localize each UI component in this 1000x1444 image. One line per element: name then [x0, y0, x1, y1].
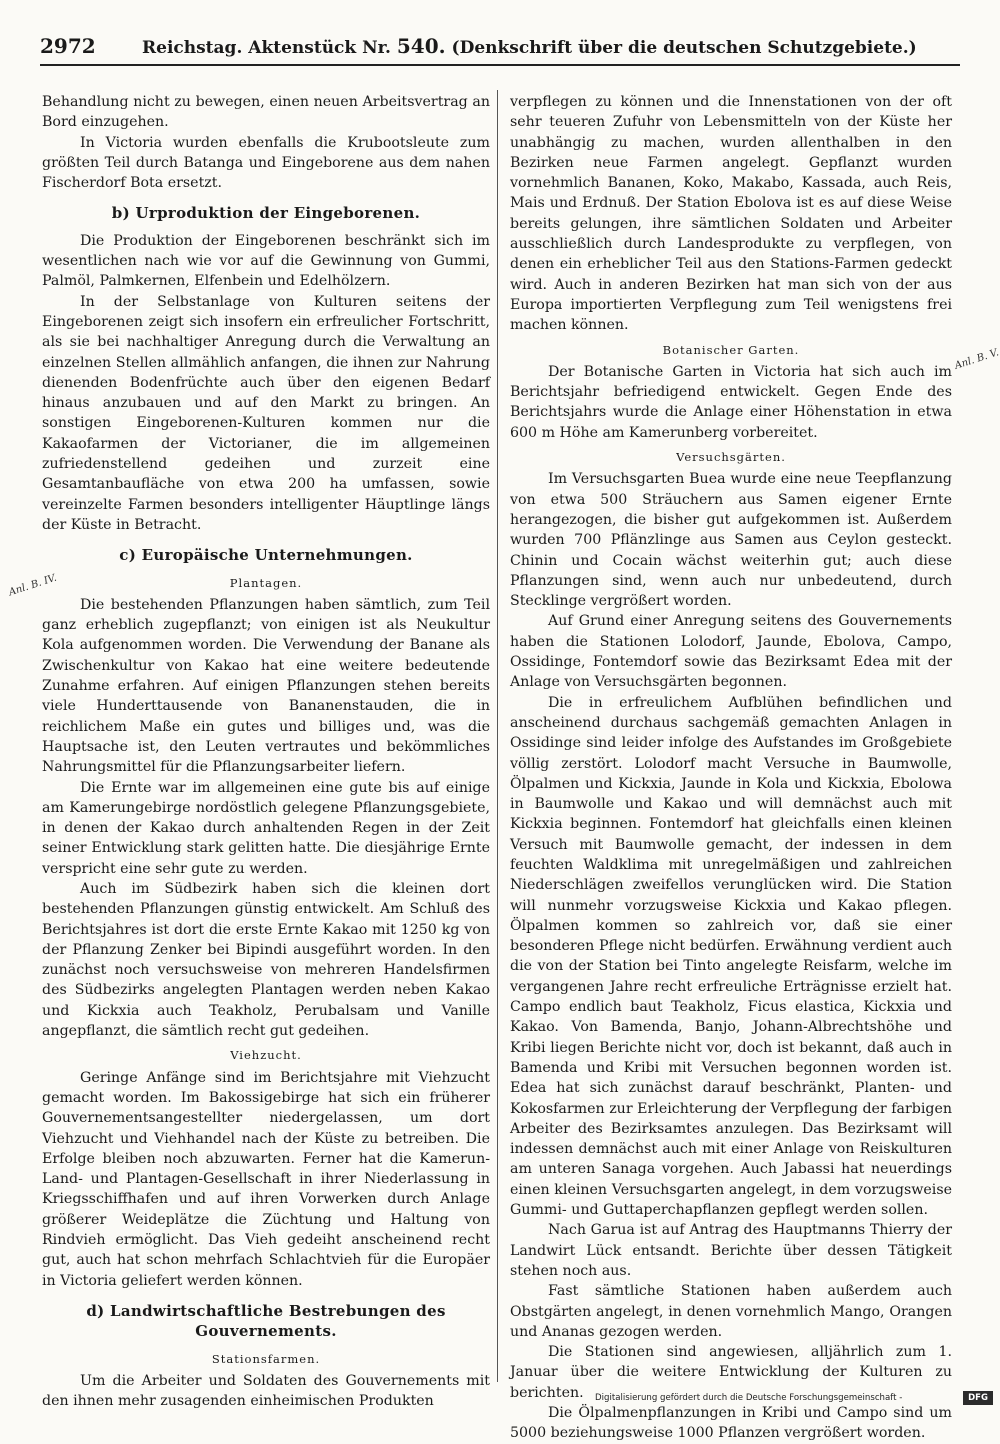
section-heading-b: b) Urproduktion der Eingeborenen. [111, 204, 421, 223]
paragraph: Auf Grund einer Anregung seitens des Gouvernements haben die Stationen Lolodorf, Jaunde, Ebolova, Campo, Ossidinge, Fontemdorf sowie das Bezirksamt Edea mit der Anlage von Versuchsgärten begonnen. [510, 613, 952, 691]
paragraph: Die Produktion der Eingeborenen beschränkt sich im wesentlichen nach wie vor auf die Gewinnung von Gummi, Palmöl, Palmkernen, Elfenbein und Edelhölzern. [42, 232, 490, 290]
paragraph: Die Stationen sind angewiesen, alljährlich zum 1. Januar über die weitere Entwicklung der Kulturen zu berichten. [510, 1344, 952, 1401]
subheading-versuchsgaerten: Versuchsgärten. [676, 450, 786, 465]
footer-credit: Digitalisierung gefördert durch die Deutsche Forschungsgemeinschaft - [595, 1393, 903, 1403]
subheading-plantagen: Plantagen. [229, 575, 303, 590]
subheading-viehzucht: Viehzucht. [230, 1048, 302, 1063]
paragraph: Im Versuchsgarten Buea wurde eine neue Teepflanzung von etwa 500 Sträuchern aus Samen eigener Ernte herangezogen, die bisher gut aufgekommen ist. Außerdem wurden 700 Pflänzlinge aus Samen aus Ceylon gesteckt. Chinin und Cocain wächst weiterhin gut; auch diese Pflanzungen sind, wenn auch nur unbedeutend, durch Stecklinge vergrößert worden. [510, 471, 952, 610]
title-prefix: Reichstag. Aktenstück Nr. [142, 38, 391, 58]
page-number: 2972 [40, 34, 96, 58]
paragraph: Die in erfreulichem Aufblühen befindlichen und anscheinend durchaus sachgemäß gemachten Anlagen in Ossidinge sind leider infolge des Aufstandes im Großgebiete völlig zerstört. Lolodorf macht Versuche in Baumwolle, Ölpalmen und Kickxia, Jaunde in Kola und Kickxia, Ebolowa in Baumwolle und Kakao und will demnächst auch mit Kickxia beginnen. Fontemdorf hat gleichfalls einen kleinen Versuch mit Baumwolle gemacht, der indessen in dem feuchten Waldklima mit unregelmäßigen und zahlreichen Niederschlägen zweifellos verunglücken wird. Die Station will nunmehr vorzugsweise Kickxia und Kakao pflegen. Ölpalmen kommen so zahlreich vor, daß sie einer besonderen Pflege nicht bedürfen. Erwähnung verdient auch die von der Station bei Tinto angelegte Reisfarm, welche im vergangenen Jahre recht erfreuliche Erträgnisse erzielt hat. Campo endlich baut Teakholz, Ficus elastica, Kickxia und Kakao. Von Bamenda, Banjo, Johann-Albrechtshöhe und Kribi liegen Berichte nicht vor, doch ist bekannt, daß auch in Bamenda und Kribi mit Versuchen begonnen worden ist. Edea hat sich zunächst darauf beschränkt, Planten- und Kokosfarmen zur Erleichterung der Verpflegung der farbigen Arbeiter des Bezirksamtes anzulegen. Das Bezirksamt will indessen demnächst auch mit einer Anlage von Reiskulturen am unteren Sanaga vorgehen. Auch Jabassi hat neuerdings einen kleinen Versuchsgarten angelegt, in dem vorzugsweise Gummi- und Guttaperchapflanzen gepflegt werden sollen. [510, 694, 952, 1219]
right-column [510, 92, 952, 1444]
paragraph: In der Selbstanlage von Kulturen seitens der Eingeborenen zeigt sich insofern ein erfreulicher Fortschritt, als sie bei nachhaltiger Anregung durch die Verwaltung an einzelnen Stellen allmählich anfangen, die ihnen zur Nahrung dienenden Bodenfrüchte auch über den eigenen Bedarf hinaus anzubauen und auf den Markt zu bringen. An sonstigen Eingeborenen-Kulturen kommen nur die Kakaofarmen der Victorianer, die im allgemeinen zufriedenstellend gedeihen und zurzeit eine Gesamtanbaufläche von etwa 200 ha umfassen, sowie vereinzelte Farmen besonders intelligenter Häuptlinge längs der Küste in Betracht. [42, 293, 490, 533]
paragraph: Nach Garua ist auf Antrag des Hauptmanns Thierry der Landwirt Lück entsandt. Berichte über dessen Tätigkeit stehen noch aus. [510, 1222, 952, 1279]
digitization-footer [595, 1391, 995, 1405]
paragraph: verpflegen zu können und die Innenstationen von der oft sehr teueren Zufuhr von Lebensmitteln von der Küste her unabhängig zu machen, wurden allenthalben in den Bezirken neue Farmen angelegt. Gepflanzt wurden vornehmlich Bananen, Koko, Makabo, Kassada, auch Reis, Mais und Erdnuß. Der Station Ebolova ist es auf diese Weise bereits gelungen, ihre sämtlichen Soldaten und Arbeiter ausschließlich durch Landesprodukte zu verpflegen, von denen ein erheblicher Teil aus den Stations-Farmen gedeckt wird. Auch in anderen Bezirken hat man sich von der aus Europa importierten Verpflegung zum Teil wenigstens frei machen können. [510, 94, 952, 334]
column-divider [497, 90, 498, 1382]
paragraph: Die Ernte war im allgemeinen eine gute bis auf einige am Kamerungebirge nordöstlich gelegene Pflanzungsgebiete, in denen der Kakao durch anhaltenden Regen in der Zeit seiner Entwicklung stark gelitten hatte. Die diesjährige Ernte verspricht eine sehr gute zu werden. [42, 779, 490, 877]
subheading-botanischer-garten: Botanischer Garten. [662, 342, 800, 357]
paragraph: Um die Arbeiter und Soldaten des Gouvernements mit den ihnen mehr zusagenden einheimischen Produkten [42, 1372, 490, 1410]
running-header [40, 34, 960, 66]
margin-note-left: Anl. B. IV. [7, 572, 59, 599]
running-title [142, 34, 960, 60]
paragraph: In Victoria wurden ebenfalls die Krubootsleute zum größten Teil durch Batanga und Eingeborene aus dem nahen Fischerdorf Bota ersetzt. [42, 134, 490, 192]
paragraph: Behandlung nicht zu bewegen, einen neuen Arbeitsvertrag an Bord einzugehen. [42, 94, 490, 131]
paragraph: Die bestehenden Pflanzungen haben sämtlich, zum Teil ganz erheblich zugepflanzt; von einigen ist als Neukultur Kola aufgenommen worden. Die Verwendung der Banane als Zwischenkultur von Kakao hat eine weitere bedeutende Zunahme erfahren. Auf einigen Pflanzungen stehen bereits viele Hunderttausende von Bananenstauden, die in reichlichem Maße ein gutes und billiges und, was die Hauptsache ist, den Leuten vertrautes und bekömmliches Nahrungsmittel für die Pflanzungsarbeiter liefern. [42, 596, 490, 776]
paragraph: Die Ölpalmenpflanzungen in Kribi und Campo sind um 5000 beziehungsweise 1000 Pflanzen vergrößert worden. [510, 1405, 952, 1442]
paragraph: Fast sämtliche Stationen haben außerdem auch Obstgärten angelegt, in denen vornehmlich Mango, Orangen und Ananas gezogen werden. [510, 1283, 952, 1340]
paragraph: Der Botanische Garten in Victoria hat sich auch im Berichtsjahr befriedigend entwickelt. Gegen Ende des Berichtsjahrs wurde die Anlage einer Höhenstation in etwa 600 m Höhe am Kamerunberg vorbereitet. [510, 363, 952, 441]
margin-note-right: Anl. B. V. [953, 347, 1000, 372]
section-heading-d: d) Landwirtschaftliche Bestrebungen des Gouvernements. [86, 1301, 446, 1341]
doc-number: 540. [396, 34, 446, 58]
subheading-stationsfarmen: Stationsfarmen. [211, 1351, 321, 1366]
section-heading-c: c) Europäische Unternehmungen. [119, 546, 413, 565]
left-column [42, 92, 490, 1411]
dfg-logo-icon: DFG [963, 1391, 993, 1405]
title-suffix: (Denkschrift über die deutschen Schutzgebiete.) [451, 38, 917, 58]
paragraph: Geringe Anfänge sind im Berichtsjahre mit Viehzucht gemacht worden. Im Bakossigebirge hat sich ein früherer Gouvernementsangestellter niedergelassen, um dort Viehzucht und Viehhandel nach der Küste zu betreiben. Die Erfolge bleiben noch abzuwarten. Ferner hat die Kamerun-Land- und Plantagen-Gesellschaft in ihrer Niederlassung in Kriegsschiffhafen und auf ihren Vorwerken durch Anlage größerer Weideplätze die Züchtung und Haltung von Rindvieh ermöglicht. Das Vieh gedeiht anscheinend recht gut, auch hat schon mehrfach Schlachtvieh für die Europäer in Victoria geliefert werden können. [42, 1069, 490, 1289]
paragraph: Auch im Südbezirk haben sich die kleinen dort bestehenden Pflanzungen günstig entwickelt. Am Schluß des Berichtsjahres ist dort die erste Ernte Kakao mit 1250 kg von der Pflanzung Zenker bei Bipindi ausgeführt worden. In den zunächst noch versuchsweise von mehreren Handelsfirmen des Südbezirks angelegten Plantagen werden neben Kakao und Kickxia auch Teakholz, Perubalsam und Vanille angepflanzt, die sämtlich recht gut gedeihen. [42, 880, 490, 1040]
